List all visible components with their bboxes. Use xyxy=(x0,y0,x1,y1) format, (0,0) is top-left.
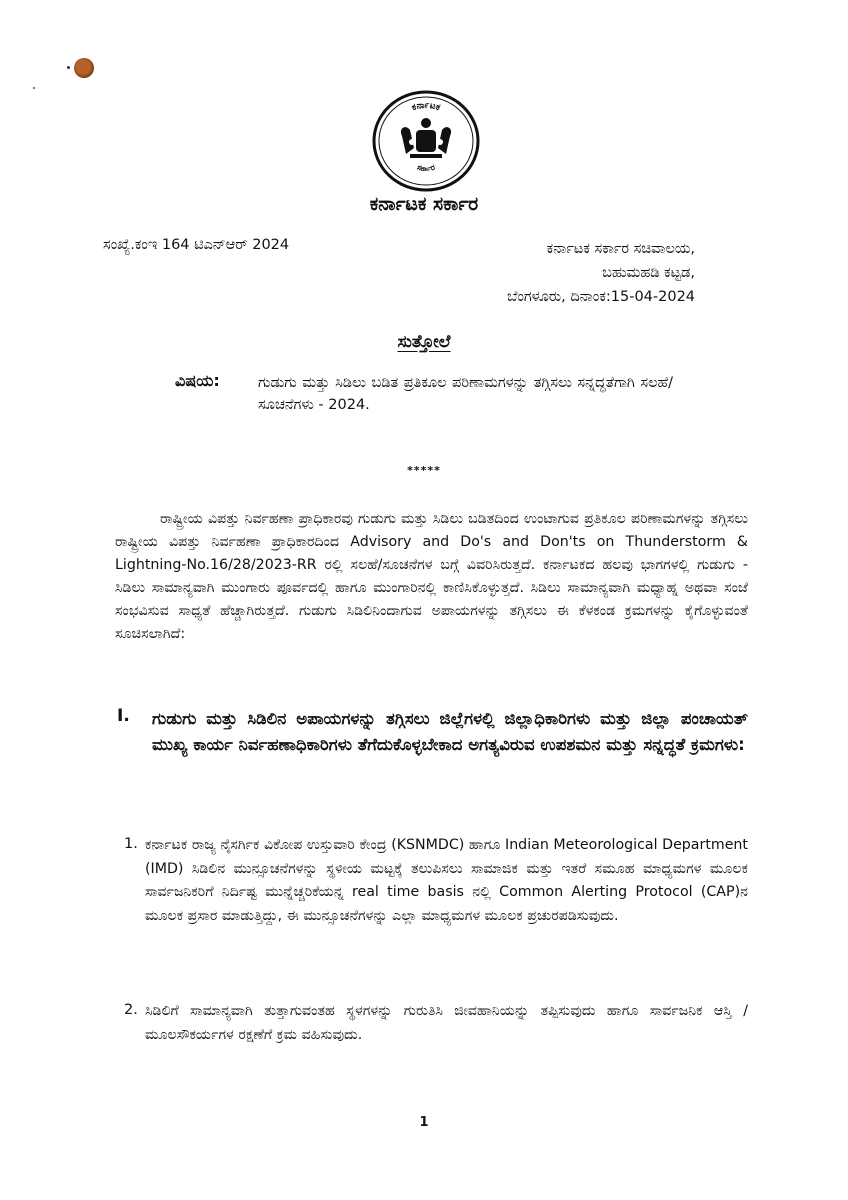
list-item-number: 1. xyxy=(124,836,138,852)
section-number: I. xyxy=(117,706,130,726)
office-address xyxy=(507,237,695,309)
intro-paragraph: ರಾಷ್ಟ್ರೀಯ ವಿಪತ್ತು ನಿರ್ವಹಣಾ ಪ್ರಾಧಿಕಾರವು ಗುಡುಗು ಮತ್ತು ಸಿಡಿಲು ಬಡಿತದಿಂದ ಉಂಟಾಗುವ ಪ್ರತಿಕೂಲ ಪರಿಣಾಮಗಳನ್ನು ತಗ್ಗಿಸಲು ರಾಷ್ಟ್ರೀಯ ವಿಪತ್ತು ನಿರ್ವಹಣಾ ಪ್ರಾಧಿಕಾರದಿಂದ Advisory and Do's and Don'ts on Thunderstorm & Lightning-No.16/28/2023-RR ರಲ್ಲಿ ಸಲಹೆ/ಸೂಚನೆಗಳ ಬಗ್ಗೆ ವಿವರಿಸಿರುತ್ತದೆ. ಕರ್ನಾಟಕದ ಹಲವು ಭಾಗಗಳಲ್ಲಿ ಗುಡುಗು - ಸಿಡಿಲು ಸಾಮಾನ್ಯವಾಗಿ ಮುಂಗಾರು ಪೂರ್ವದಲ್ಲಿ ಹಾಗೂ ಮುಂಗಾರಿನಲ್ಲಿ ಕಾಣಿಸಿಕೊಳ್ಳುತ್ತದೆ. ಸಿಡಿಲು ಸಾಮಾನ್ಯವಾಗಿ ಮಧ್ಯಾಹ್ನ ಅಥವಾ ಸಂಜೆ ಸಂಭವಿಸುವ ಸಾಧ್ಯತೆ ಹೆಚ್ಚಾಗಿರುತ್ತದೆ. ಗುಡುಗು ಸಿಡಿಲಿನಿಂದಾಗುವ ಅಪಾಯಗಳನ್ನು ತಗ್ಗಿಸಲು ಈ ಕೆಳಕಂಡ ಕ್ರಮಗಳನ್ನು ಕೈಗೊಳ್ಳುವಂತೆ ಸೂಚಿಸಲಾಗಿದೆ: xyxy=(115,511,748,642)
government-title: ಕರ್ನಾಟಕ ಸರ್ಕಾರ xyxy=(369,193,479,215)
scan-speck xyxy=(33,87,35,89)
karnataka-emblem-seal xyxy=(372,90,480,192)
svg-text:ಕರ್ನಾಟಕ xyxy=(411,101,442,114)
address-line: ಬಹುಮಹಡಿ ಕಟ್ಟಡ, xyxy=(602,265,696,281)
circular-heading-text: ಸುತ್ತೋಲೆ xyxy=(397,332,451,352)
list-item-text: ಸಿಡಿಲಿಗೆ ಸಾಮಾನ್ಯವಾಗಿ ತುತ್ತಾಗುವಂತಹ ಸ್ಥಳಗಳನ್ನು ಗುರುತಿಸಿ ಜೀವಹಾನಿಯನ್ನು ತಪ್ಪಿಸುವುದು ಹಾಗೂ ಸಾರ್ವಜನಿಕ ಆಸ್ತಿ / ಮೂಲಸೌಕರ್ಯಗಳ ರಕ್ಷಣೆಗೆ ಕ್ರಮ ವಹಿಸುವುದು. xyxy=(145,1003,748,1043)
section-heading: ಗುಡುಗು ಮತ್ತು ಸಿಡಿಲಿನ ಅಪಾಯಗಳನ್ನು ತಗ್ಗಿಸಲು ಜಿಲ್ಲೆಗಳಲ್ಲಿ ಜಿಲ್ಲಾಧಿಕಾರಿಗಳು ಮತ್ತು ಜಿಲ್ಲಾ ಪಂಚಾಯತ್ ಮುಖ್ಯ ಕಾರ್ಯ ನಿರ್ವಹಣಾಧಿಕಾರಿಗಳು ತೆಗೆದುಕೊಳ್ಳಬೇಕಾದ ಅಗತ್ಯವಿರುವ ಉಪಶಮನ ಮತ್ತು ಸನ್ನದ್ಧತೆ ಕ್ರಮಗಳು: xyxy=(152,709,748,754)
emblem-top-text: ಕರ್ನಾಟಕ xyxy=(410,100,442,114)
address-line: ಕರ್ನಾಟಕ ಸರ್ಕಾರ ಸಚಿವಾಲಯ, xyxy=(546,241,696,257)
subject-text: ಗುಡುಗು ಮತ್ತು ಸಿಡಿಲು ಬಡಿತ ಪ್ರತಿಕೂಲ ಪರಿಣಾಮಗಳನ್ನು ತಗ್ಗಿಸಲು ಸನ್ನದ್ಧತೆಗಾಗಿ ಸಲಹೆ/ಸೂಚನೆಗಳು - 2024. xyxy=(258,375,673,413)
reference-number: ಸಂಖ್ಯೆ.ಕಂಇ 164 ಟಿಎನ್ಆರ್ 2024 xyxy=(103,237,290,253)
circular-heading xyxy=(0,332,848,352)
emblem-bottom-text: ಸರ್ಕಾರ xyxy=(416,162,436,173)
address-line-date: ಬೆಂಗಳೂರು, ದಿನಾಂಕ:15-04-2024 xyxy=(507,289,696,305)
punch-hole-mark xyxy=(74,58,94,78)
list-item-text: ಕರ್ನಾಟಕ ರಾಜ್ಯ ನೈಸರ್ಗಿಕ ವಿಕೋಪ ಉಸ್ತುವಾರಿ ಕೇಂದ್ರ (KSNMDC) ಹಾಗೂ Indian Meteorological Department (IMD) ಸಿಡಿಲಿನ ಮುನ್ಸೂಚನೆಗಳನ್ನು ಸ್ಥಳೀಯ ಮಟ್ಟಕ್ಕೆ ತಲುಪಿಸಲು ಸಾಮಾಜಿಕ ಮತ್ತು ಇತರೆ ಸಮೂಹ ಮಾಧ್ಯಮಗಳ ಮೂಲಕ ಸಾರ್ವಜನಿಕರಿಗೆ ನಿರ್ದಿಷ್ಟ ಮುನ್ನೆಚ್ಚರಿಕೆಯನ್ನ real time basis ನಲ್ಲಿ Common Alerting Protocol (CAP)ನ ಮೂಲಕ ಪ್ರಸಾರ ಮಾಡುತ್ತಿದ್ದು, ಈ ಮುನ್ಸೂಚನೆಗಳನ್ನು ಎಲ್ಲಾ ಮಾಧ್ಯಮಗಳ ಮೂಲಕ ಪ್ರಚುರಪಡಿಸುವುದು. xyxy=(145,837,748,924)
svg-text:ಸರ್ಕಾರ xyxy=(416,163,436,173)
subject-label: ವಿಷಯ: xyxy=(175,371,220,390)
page-number: 1 xyxy=(419,1115,429,1130)
scan-speck xyxy=(67,66,70,69)
separator-stars: ***** xyxy=(407,464,441,477)
emblem-crest-icon xyxy=(401,118,451,158)
list-item-number: 2. xyxy=(124,1002,138,1018)
